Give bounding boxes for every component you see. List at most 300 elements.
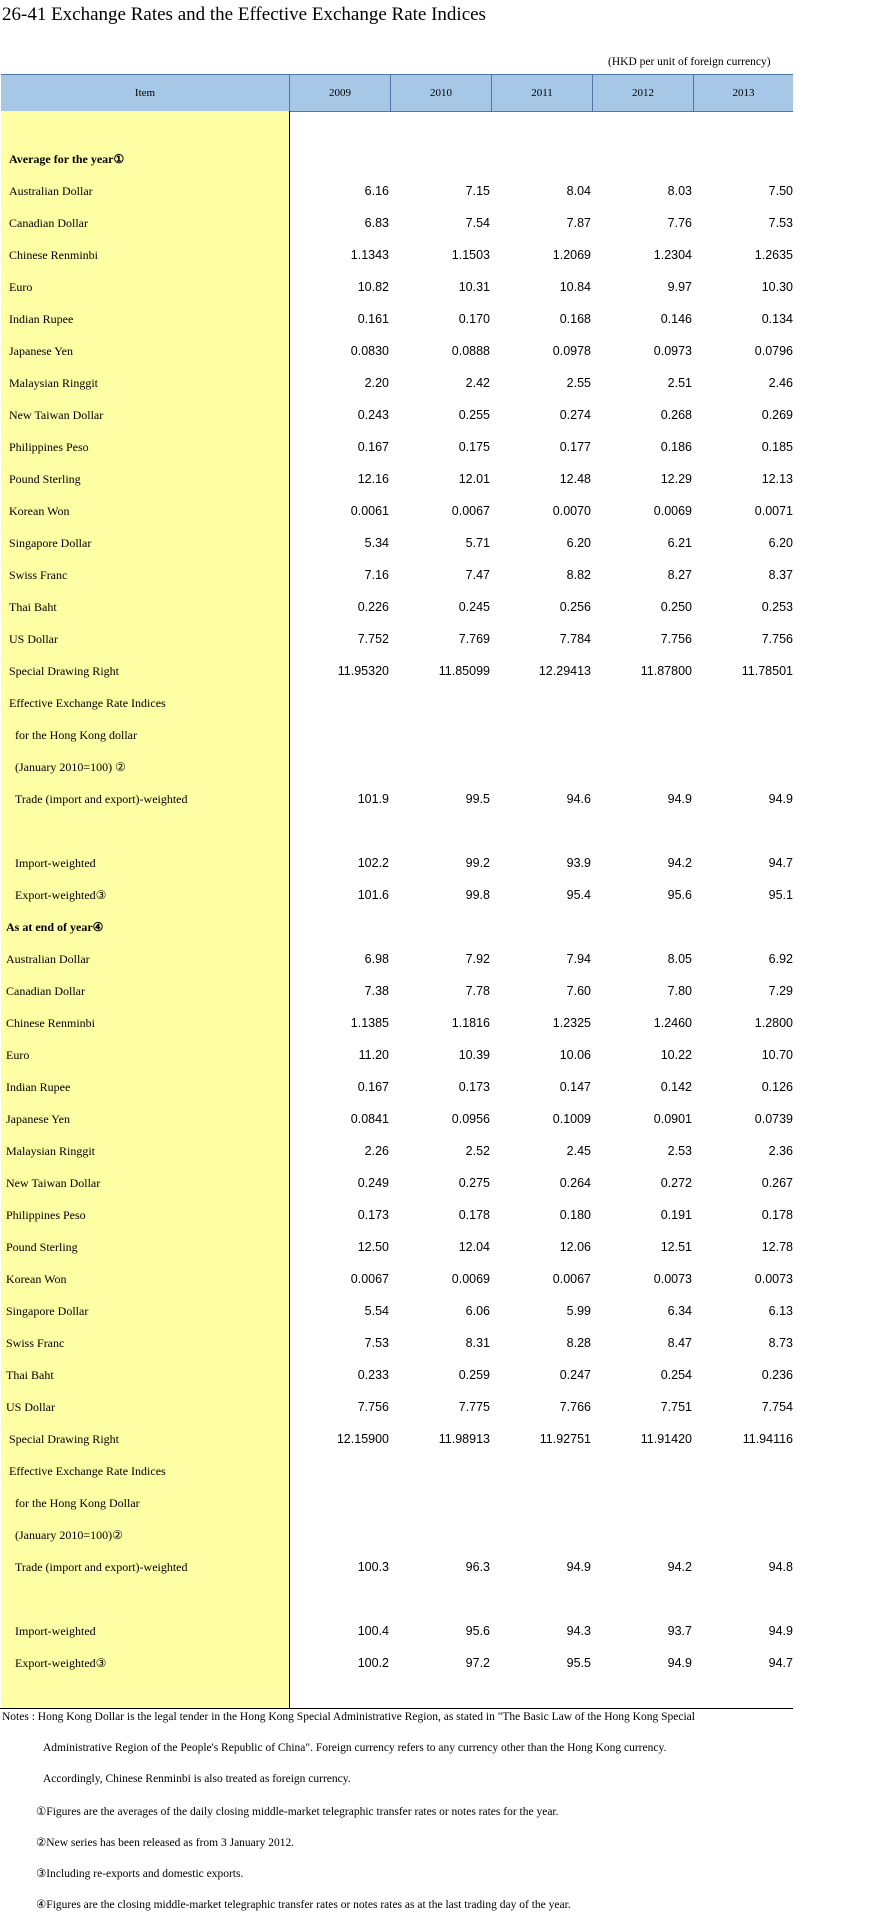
- row-label: Philippines Peso: [9, 440, 89, 454]
- cell-2010: 7.15: [465, 184, 490, 198]
- header-year-2012: 2012: [593, 75, 694, 111]
- cell-2009: 100.4: [357, 1624, 389, 1638]
- table-row: [0, 1394, 800, 1426]
- cell-2010: 0.175: [458, 440, 490, 454]
- cell-2011: 8.04: [566, 184, 591, 198]
- table-row: [0, 978, 800, 1010]
- row-label: Chinese Renminbi: [6, 1016, 95, 1030]
- row-label: Special Drawing Right: [9, 664, 119, 678]
- cell-2011: 2.45: [566, 1144, 591, 1158]
- row-label: Swiss Franc: [9, 568, 68, 582]
- cell-2012: 1.2460: [653, 1016, 692, 1030]
- cell-2011: 8.28: [566, 1336, 591, 1350]
- cell-2013: 0.178: [761, 1208, 793, 1222]
- table-row: [0, 370, 800, 402]
- cell-2010: 0.173: [458, 1080, 490, 1094]
- cell-2010: 99.5: [465, 792, 490, 806]
- cell-2011: 7.60: [566, 984, 591, 998]
- cell-2011: 0.180: [559, 1208, 591, 1222]
- cell-2009: 0.173: [357, 1208, 389, 1222]
- row-label: New Taiwan Dollar: [9, 408, 104, 422]
- cell-2012: 0.268: [660, 408, 692, 422]
- cell-2009: 2.20: [364, 376, 389, 390]
- row-label: US Dollar: [9, 632, 58, 646]
- table-row: [0, 338, 800, 370]
- cell-2011: 1.2069: [552, 248, 591, 262]
- cell-2012: 2.51: [667, 376, 692, 390]
- cell-2013: 95.1: [768, 888, 793, 902]
- row-label: Chinese Renminbi: [9, 248, 98, 262]
- table-row: [0, 850, 800, 882]
- header-item: Item: [1, 75, 290, 111]
- cell-2011: 0.264: [559, 1176, 591, 1190]
- cell-2011: 10.06: [559, 1048, 591, 1062]
- cell-2010: 0.259: [458, 1368, 490, 1382]
- cell-2009: 0.167: [357, 440, 389, 454]
- cell-2009: 6.83: [364, 216, 389, 230]
- row-label: Japanese Yen: [6, 1112, 70, 1126]
- cell-2012: 0.250: [660, 600, 692, 614]
- cell-2011: 2.55: [566, 376, 591, 390]
- cell-2011: 93.9: [566, 856, 591, 870]
- cell-2009: 7.752: [357, 632, 389, 646]
- cell-2011: 94.9: [566, 1560, 591, 1574]
- table-row: [0, 1426, 800, 1458]
- cell-2012: 93.7: [667, 1624, 692, 1638]
- cell-2010: 0.178: [458, 1208, 490, 1222]
- cell-2011: 0.0978: [552, 344, 591, 358]
- cell-2010: 97.2: [465, 1656, 490, 1670]
- cell-2011: 0.274: [559, 408, 591, 422]
- row-label: for the Hong Kong Dollar: [15, 1496, 140, 1510]
- cell-2013: 10.70: [761, 1048, 793, 1062]
- table-row: [0, 210, 800, 242]
- row-label: Euro: [6, 1048, 30, 1062]
- cell-2012: 0.0073: [653, 1272, 692, 1286]
- row-label: Japanese Yen: [9, 344, 73, 358]
- cell-2009: 12.16: [357, 472, 389, 486]
- header-year-2010: 2010: [391, 75, 492, 111]
- cell-2010: 8.31: [465, 1336, 490, 1350]
- cell-2010: 12.04: [458, 1240, 490, 1254]
- header-year-2013: 2013: [732, 87, 755, 99]
- cell-2009: 0.0841: [350, 1112, 389, 1126]
- cell-2011: 0.0067: [552, 1272, 591, 1286]
- cell-2011: 12.29413: [538, 664, 591, 678]
- cell-2011: 7.87: [566, 216, 591, 230]
- cell-2011: 8.82: [566, 568, 591, 582]
- row-label: Average for the year①: [9, 152, 125, 166]
- cell-2012: 0.142: [660, 1080, 692, 1094]
- cell-2009: 7.16: [364, 568, 389, 582]
- cell-2013: 0.267: [761, 1176, 793, 1190]
- cell-2010: 11.85099: [438, 664, 490, 678]
- cell-2013: 11.78501: [741, 664, 793, 678]
- cell-2013: 8.73: [768, 1336, 793, 1350]
- row-label: Canadian Dollar: [9, 216, 88, 230]
- cell-2012: 0.254: [660, 1368, 692, 1382]
- cell-2013: 7.756: [761, 632, 793, 646]
- cell-2013: 0.253: [761, 600, 793, 614]
- row-label: Australian Dollar: [9, 184, 93, 198]
- cell-2009: 12.15900: [336, 1432, 389, 1446]
- cell-2009: 0.243: [357, 408, 389, 422]
- cell-2009: 1.1385: [350, 1016, 389, 1030]
- table-row: [0, 1490, 800, 1522]
- cell-2013: 11.94116: [742, 1432, 793, 1446]
- table-row: [0, 786, 800, 818]
- cell-2010: 96.3: [465, 1560, 490, 1574]
- table-row: [0, 1042, 800, 1074]
- table-row: [0, 242, 800, 274]
- row-label: US Dollar: [6, 1400, 55, 1414]
- cell-2009: 0.233: [357, 1368, 389, 1382]
- cell-2009: 0.226: [357, 600, 389, 614]
- cell-2011: 7.94: [566, 952, 591, 966]
- table-row: [0, 466, 800, 498]
- cell-2013: 94.9: [768, 792, 793, 806]
- cell-2009: 7.53: [364, 1336, 389, 1350]
- cell-2009: 6.16: [364, 184, 389, 198]
- cell-2012: 0.186: [660, 440, 692, 454]
- cell-2013: 2.46: [768, 376, 793, 390]
- cell-2009: 0.0067: [350, 1272, 389, 1286]
- cell-2013: 0.236: [761, 1368, 793, 1382]
- cell-2010: 10.39: [458, 1048, 490, 1062]
- cell-2012: 95.6: [667, 888, 692, 902]
- cell-2011: 95.5: [566, 1656, 591, 1670]
- cell-2010: 5.71: [465, 536, 490, 550]
- cell-2009: 102.2: [357, 856, 389, 870]
- row-label: Australian Dollar: [6, 952, 90, 966]
- cell-2012: 94.9: [667, 792, 692, 806]
- cell-2011: 0.147: [559, 1080, 591, 1094]
- cell-2010: 10.31: [458, 280, 490, 294]
- cell-2010: 0.0888: [451, 344, 490, 358]
- cell-2010: 7.92: [465, 952, 490, 966]
- row-label: Korean Won: [9, 504, 70, 518]
- cell-2009: 0.161: [357, 312, 389, 326]
- table-row: [0, 690, 800, 722]
- cell-2012: 9.97: [667, 280, 692, 294]
- cell-2009: 7.756: [357, 1400, 389, 1414]
- cell-2012: 12.51: [660, 1240, 692, 1254]
- row-label: Trade (import and export)-weighted: [15, 1560, 188, 1574]
- row-label: (January 2010=100) ②: [15, 760, 126, 774]
- cell-2009: 5.54: [364, 1304, 389, 1318]
- cell-2012: 6.34: [667, 1304, 692, 1318]
- table-row: [0, 1458, 800, 1490]
- table-row: [0, 1138, 800, 1170]
- table-row: [0, 882, 800, 914]
- cell-2012: 8.47: [667, 1336, 692, 1350]
- cell-2013: 0.269: [761, 408, 793, 422]
- cell-2012: 7.751: [660, 1400, 692, 1414]
- row-label: Trade (import and export)-weighted: [15, 792, 188, 806]
- cell-2013: 94.9: [768, 1624, 793, 1638]
- cell-2013: 7.754: [761, 1400, 793, 1414]
- cell-2011: 95.4: [566, 888, 591, 902]
- table-row: [0, 498, 800, 530]
- row-label: for the Hong Kong dollar: [15, 728, 137, 742]
- row-label: Export-weighted③: [15, 888, 107, 902]
- cell-2011: 1.2325: [552, 1016, 591, 1030]
- row-label: Canadian Dollar: [6, 984, 85, 998]
- cell-2009: 101.9: [357, 792, 389, 806]
- cell-2009: 1.1343: [350, 248, 389, 262]
- cell-2010: 99.8: [465, 888, 490, 902]
- cell-2012: 8.27: [667, 568, 692, 582]
- table-row: [0, 434, 800, 466]
- row-label: Pound Sterling: [6, 1240, 78, 1254]
- table-row: [0, 722, 800, 754]
- row-label: Import-weighted: [15, 1624, 96, 1638]
- cell-2010: 7.775: [458, 1400, 490, 1414]
- row-label: Swiss Franc: [6, 1336, 65, 1350]
- header-year-2009: 2009: [290, 75, 391, 111]
- note-line: Administrative Region of the People's Republic of China". Foreign currency refers to any currency other than the Hong Kong currency.: [43, 1742, 667, 1754]
- cell-2013: 7.53: [768, 216, 793, 230]
- cell-2010: 7.769: [458, 632, 490, 646]
- cell-2011: 11.92751: [539, 1432, 591, 1446]
- cell-2010: 1.1816: [451, 1016, 490, 1030]
- cell-2011: 94.3: [566, 1624, 591, 1638]
- table-row: [0, 1298, 800, 1330]
- note-line: ③Including re-exports and domestic exports.: [36, 1868, 244, 1880]
- cell-2013: 94.8: [768, 1560, 793, 1574]
- row-label: Pound Sterling: [9, 472, 81, 486]
- cell-2009: 100.2: [357, 1656, 389, 1670]
- cell-2013: 2.36: [768, 1144, 793, 1158]
- row-label: Import-weighted: [15, 856, 96, 870]
- cell-2013: 94.7: [768, 1656, 793, 1670]
- notes-text: Notes : Hong Kong Dollar is the legal tender in the Hong Kong Special Administrative Region, as stated in "The Basic Law of the Hong Kong Special: [2, 1711, 695, 1723]
- cell-2013: 0.0073: [754, 1272, 793, 1286]
- row-label: Indian Rupee: [9, 312, 74, 326]
- cell-2011: 0.0070: [552, 504, 591, 518]
- cell-2010: 7.47: [465, 568, 490, 582]
- cell-2011: 7.766: [559, 1400, 591, 1414]
- cell-2009: 7.38: [364, 984, 389, 998]
- row-label: Thai Baht: [6, 1368, 54, 1382]
- cell-2011: 10.84: [559, 280, 591, 294]
- cell-2009: 12.50: [357, 1240, 389, 1254]
- cell-2013: 0.0071: [754, 504, 793, 518]
- table-row: [0, 1650, 800, 1682]
- note-line: ②New series has been released as from 3 January 2012.: [36, 1837, 295, 1849]
- cell-2010: 6.06: [465, 1304, 490, 1318]
- cell-2013: 7.29: [768, 984, 793, 998]
- table-row: [0, 626, 800, 658]
- row-label: Malaysian Ringgit: [9, 376, 98, 390]
- cell-2013: 6.13: [768, 1304, 793, 1318]
- cell-2009: 0.0061: [350, 504, 389, 518]
- table-header: [1, 74, 793, 112]
- table-bottom-rule: [0, 1708, 793, 1709]
- row-label: (January 2010=100)②: [15, 1528, 123, 1542]
- cell-2010: 0.0956: [451, 1112, 490, 1126]
- cell-2009: 0.249: [357, 1176, 389, 1190]
- cell-2012: 10.22: [660, 1048, 692, 1062]
- cell-2013: 7.50: [768, 184, 793, 198]
- cell-2010: 2.52: [465, 1144, 490, 1158]
- cell-2013: 1.2800: [754, 1016, 793, 1030]
- cell-2013: 94.7: [768, 856, 793, 870]
- cell-2013: 0.0796: [754, 344, 793, 358]
- cell-2013: 0.126: [761, 1080, 793, 1094]
- cell-2009: 0.0830: [350, 344, 389, 358]
- cell-2011: 94.6: [566, 792, 591, 806]
- cell-2012: 11.87800: [640, 664, 692, 678]
- cell-2012: 0.0973: [653, 344, 692, 358]
- row-label: Effective Exchange Rate Indices: [9, 696, 166, 710]
- note-line: Accordingly, Chinese Renminbi is also treated as foreign currency.: [43, 1773, 351, 1785]
- row-label: Singapore Dollar: [9, 536, 92, 550]
- cell-2011: 0.177: [559, 440, 591, 454]
- cell-2012: 7.756: [660, 632, 692, 646]
- row-label: New Taiwan Dollar: [6, 1176, 101, 1190]
- row-label: Thai Baht: [9, 600, 57, 614]
- cell-2012: 8.05: [667, 952, 692, 966]
- cell-2010: 0.170: [458, 312, 490, 326]
- table-row: [0, 754, 800, 786]
- cell-2011: 7.784: [559, 632, 591, 646]
- row-label: Export-weighted③: [15, 1656, 107, 1670]
- table-row: [0, 1010, 800, 1042]
- cell-2011: 0.168: [559, 312, 591, 326]
- table-row: [0, 1266, 800, 1298]
- cell-2013: 6.92: [768, 952, 793, 966]
- cell-2011: 0.1009: [552, 1112, 591, 1126]
- cell-2009: 101.6: [357, 888, 389, 902]
- cell-2012: 0.191: [660, 1208, 692, 1222]
- cell-2012: 0.0901: [653, 1112, 692, 1126]
- table-row: [0, 946, 800, 978]
- cell-2012: 7.80: [667, 984, 692, 998]
- table-row: [0, 1554, 800, 1586]
- cell-2012: 7.76: [667, 216, 692, 230]
- row-label: Effective Exchange Rate Indices: [9, 1464, 166, 1478]
- table-row: [0, 1362, 800, 1394]
- cell-2010: 2.42: [465, 376, 490, 390]
- row-label: Indian Rupee: [6, 1080, 71, 1094]
- cell-2010: 99.2: [465, 856, 490, 870]
- table-body: [0, 146, 800, 1682]
- cell-2013: 0.0739: [754, 1112, 793, 1126]
- cell-2010: 0.245: [458, 600, 490, 614]
- cell-2009: 2.26: [364, 1144, 389, 1158]
- row-label: Korean Won: [6, 1272, 67, 1286]
- header-year-2011: 2011: [492, 75, 593, 111]
- table-row: [0, 274, 800, 306]
- table-row: [0, 1330, 800, 1362]
- row-label: Special Drawing Right: [9, 1432, 119, 1446]
- cell-2011: 12.06: [559, 1240, 591, 1254]
- cell-2010: 0.0069: [451, 1272, 490, 1286]
- cell-2013: 0.185: [761, 440, 793, 454]
- cell-2011: 12.48: [559, 472, 591, 486]
- cell-2009: 11.20: [358, 1048, 389, 1062]
- cell-2009: 10.82: [357, 280, 389, 294]
- cell-2010: 12.01: [458, 472, 490, 486]
- row-label: Euro: [9, 280, 33, 294]
- cell-2013: 1.2635: [754, 248, 793, 262]
- table-row: [0, 530, 800, 562]
- table-row: [0, 146, 800, 178]
- cell-2011: 6.20: [566, 536, 591, 550]
- cell-2011: 5.99: [566, 1304, 591, 1318]
- cell-2013: 8.37: [768, 568, 793, 582]
- table-row: [0, 402, 800, 434]
- cell-2012: 11.91420: [640, 1432, 692, 1446]
- table-row: [0, 1202, 800, 1234]
- table-row: [0, 1074, 800, 1106]
- cell-2013: 12.78: [761, 1240, 793, 1254]
- cell-2009: 100.3: [357, 1560, 389, 1574]
- row-label: As at end of year④: [6, 920, 104, 934]
- cell-2012: 94.9: [667, 1656, 692, 1670]
- cell-2012: 94.2: [667, 1560, 692, 1574]
- table-row: [0, 178, 800, 210]
- cell-2011: 0.256: [559, 600, 591, 614]
- note-line: ④Figures are the closing middle-market telegraphic transfer rates or notes rates as at the last trading day of the year.: [36, 1899, 571, 1911]
- cell-2012: 1.2304: [653, 248, 692, 262]
- cell-2012: 12.29: [660, 472, 692, 486]
- cell-2013: 12.13: [761, 472, 793, 486]
- cell-2010: 0.255: [458, 408, 490, 422]
- cell-2009: 0.167: [357, 1080, 389, 1094]
- cell-2010: 0.0067: [451, 504, 490, 518]
- note-line: ①Figures are the averages of the daily closing middle-market telegraphic transfer rates or notes rates for the year.: [36, 1806, 559, 1818]
- cell-2013: 10.30: [761, 280, 793, 294]
- row-label: Philippines Peso: [6, 1208, 86, 1222]
- cell-2009: 6.98: [364, 952, 389, 966]
- cell-2013: 0.134: [761, 312, 793, 326]
- unit-label: (HKD per unit of foreign currency): [608, 56, 771, 68]
- cell-2012: 0.272: [660, 1176, 692, 1190]
- row-label: Malaysian Ringgit: [6, 1144, 95, 1158]
- cell-2009: 11.95320: [337, 664, 389, 678]
- page-title: 26-41 Exchange Rates and the Effective Exchange Rate Indices: [2, 4, 486, 25]
- table-row: [0, 1234, 800, 1266]
- cell-2009: 5.34: [364, 536, 389, 550]
- cell-2010: 1.1503: [451, 248, 490, 262]
- cell-2012: 0.146: [660, 312, 692, 326]
- table-row: [0, 306, 800, 338]
- table-row: [0, 1618, 800, 1650]
- row-label: Singapore Dollar: [6, 1304, 89, 1318]
- cell-2010: 7.54: [465, 216, 490, 230]
- cell-2011: 0.247: [559, 1368, 591, 1382]
- table-row: [0, 914, 800, 946]
- cell-2010: 11.98913: [438, 1432, 490, 1446]
- cell-2013: 6.20: [768, 536, 793, 550]
- cell-2010: 7.78: [465, 984, 490, 998]
- table-row: [0, 1522, 800, 1554]
- cell-2012: 6.21: [667, 536, 692, 550]
- cell-2010: 95.6: [465, 1624, 490, 1638]
- table-row: [0, 1106, 800, 1138]
- cell-2012: 2.53: [667, 1144, 692, 1158]
- table-row: [0, 1170, 800, 1202]
- cell-2010: 0.275: [458, 1176, 490, 1190]
- table-row: [0, 658, 800, 690]
- table-row: [0, 594, 800, 626]
- cell-2012: 0.0069: [653, 504, 692, 518]
- table-row: [0, 1586, 800, 1618]
- table-row: [0, 562, 800, 594]
- cell-2012: 8.03: [667, 184, 692, 198]
